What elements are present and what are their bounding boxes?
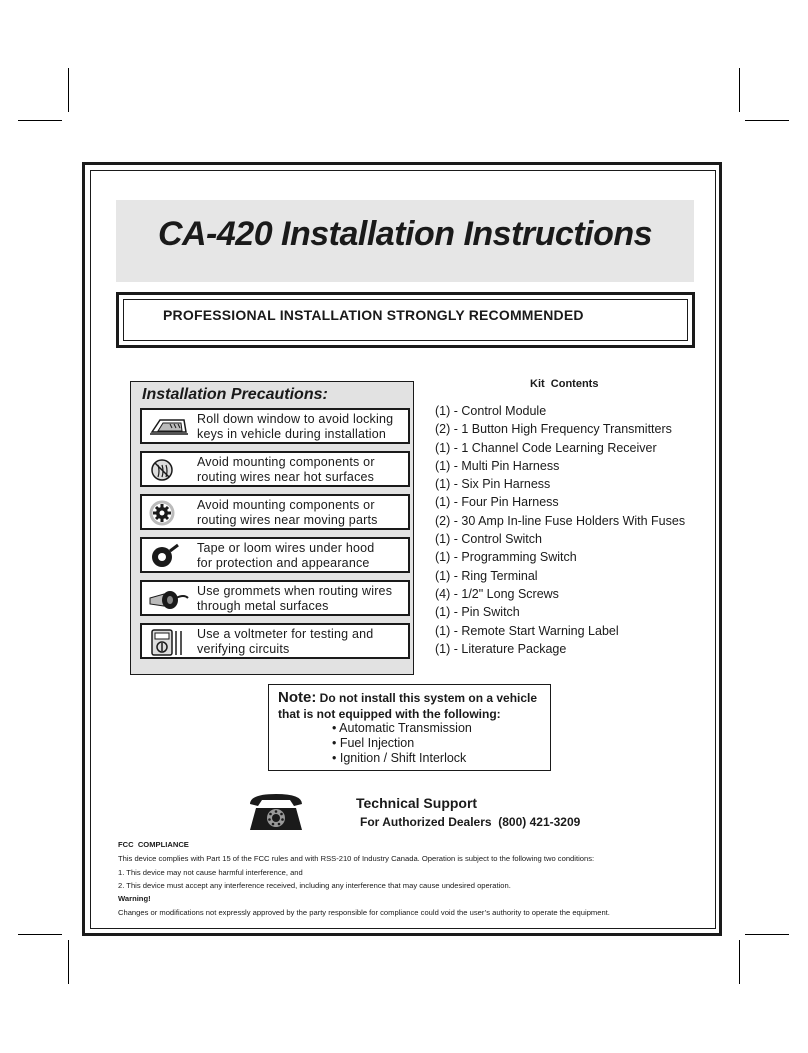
precaution-line: Use grommets when routing wires: [197, 584, 393, 598]
kit-item: (1) - Literature Package: [435, 641, 567, 656]
crop-mark: [18, 120, 62, 121]
precaution-line: Avoid mounting components or: [197, 455, 375, 469]
precaution-text: [197, 455, 375, 484]
telephone-icon: [244, 790, 308, 832]
kit-item: (4) - 1/2" Long Screws: [435, 586, 559, 601]
precaution-item: [140, 537, 410, 573]
requirement-item: • Automatic Transmission: [332, 721, 472, 735]
page-title: CA-420 Installation Instructions: [157, 215, 653, 253]
precaution-item: [140, 494, 410, 530]
crop-mark: [68, 68, 69, 112]
crop-mark: [68, 940, 69, 984]
precaution-text: [197, 627, 373, 656]
crop-mark: [18, 934, 62, 935]
precaution-line: through metal surfaces: [197, 598, 329, 613]
kit-item: (1) - Multi Pin Harness: [435, 458, 560, 473]
note-line: [278, 689, 537, 706]
precaution-text: [197, 584, 392, 613]
requirement-item: • Fuel Injection: [332, 736, 415, 750]
kit-contents-title: Kit Contents: [530, 378, 599, 390]
voltmeter-icon: [148, 627, 190, 657]
hot-surface-icon: [148, 455, 190, 485]
precaution-line: routing wires near hot surfaces: [197, 469, 375, 484]
note-label: Note:: [278, 689, 317, 706]
precaution-line: Use a voltmeter for testing and: [197, 627, 374, 641]
tape-roll-icon: [148, 541, 190, 571]
kit-item: (2) - 30 Amp In-line Fuse Holders With Fuses: [435, 513, 686, 528]
precaution-item: [140, 623, 410, 659]
kit-item: (1) - Pin Switch: [435, 605, 520, 620]
precaution-text: [197, 412, 393, 441]
kit-item: (1) - 1 Channel Code Learning Receiver: [435, 440, 657, 455]
precaution-text: [197, 498, 378, 527]
note-text: Do not install this system on a vehicle: [319, 691, 538, 705]
fcc-condition: 2. This device must accept any interference received, including any interference that may cause undesired operation.: [118, 881, 511, 890]
fcc-intro: This device complies with Part 15 of the FCC rules and with RSS-210 of Industry Canada. Operation is subject to the following two conditions:: [118, 854, 595, 863]
precaution-line: Tape or loom wires under hood: [197, 541, 375, 555]
crop-mark: [745, 934, 789, 935]
kit-item: (1) - Four Pin Harness: [435, 495, 559, 510]
warning-text: Changes or modifications not expressly approved by the party responsible for compliance could void the user’s authority to operate the equipment.: [118, 908, 610, 917]
precaution-line: keys in vehicle during installation: [197, 426, 387, 441]
precaution-line: Avoid mounting components or: [197, 498, 375, 512]
support-phone: For Authorized Dealers (800) 421-3209: [360, 815, 581, 829]
recommendation-text: PROFESSIONAL INSTALLATION STRONGLY RECOMMENDED: [163, 307, 584, 323]
precaution-text: [197, 541, 374, 570]
crop-mark: [745, 120, 789, 121]
note-line: that is not equipped with the following:: [278, 707, 501, 721]
warning-title: Warning!: [118, 894, 151, 903]
kit-contents-list: [435, 402, 685, 658]
note-requirements: [332, 721, 472, 766]
crop-mark: [739, 68, 740, 112]
fcc-title: FCC COMPLIANCE: [118, 840, 189, 849]
requirement-item: • Ignition / Shift Interlock: [332, 751, 467, 765]
crop-mark: [739, 940, 740, 984]
precautions-title: Installation Precautions:: [142, 386, 328, 403]
kit-item: (1) - Ring Terminal: [435, 568, 538, 583]
technical-support-title: Technical Support: [356, 795, 478, 811]
precaution-item: [140, 408, 410, 444]
kit-item: (1) - Six Pin Harness: [435, 477, 551, 492]
precaution-item: [140, 451, 410, 487]
precaution-line: Roll down window to avoid locking: [197, 412, 394, 426]
kit-item: (2) - 1 Button High Frequency Transmitters: [435, 422, 672, 437]
kit-item: (1) - Programming Switch: [435, 550, 577, 565]
precaution-line: for protection and appearance: [197, 555, 370, 570]
kit-item: (1) - Remote Start Warning Label: [435, 623, 619, 638]
grommet-icon: [148, 584, 190, 614]
moving-parts-icon: [148, 498, 190, 528]
kit-item: (1) - Control Module: [435, 404, 547, 418]
kit-item: (1) - Control Switch: [435, 532, 542, 547]
fcc-condition: 1. This device may not cause harmful interference, and: [118, 868, 303, 877]
precaution-line: verifying circuits: [197, 641, 290, 656]
precaution-item: [140, 580, 410, 616]
precaution-line: routing wires near moving parts: [197, 512, 378, 527]
car-window-icon: [148, 412, 190, 442]
